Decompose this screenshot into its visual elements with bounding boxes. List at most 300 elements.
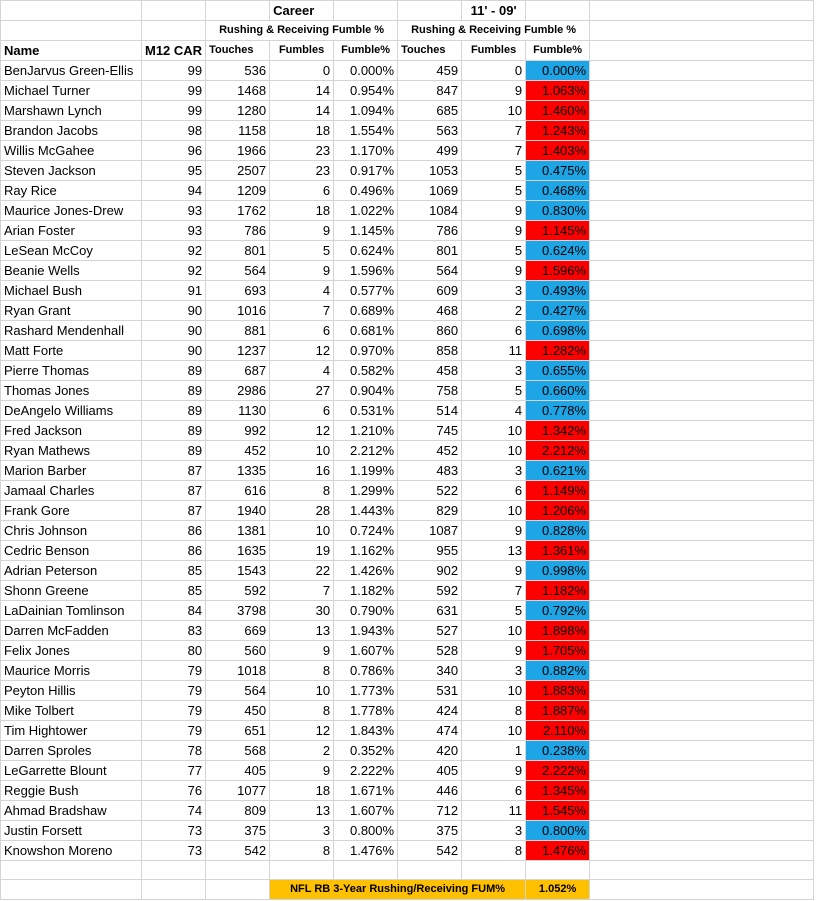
career-fumble-pct[interactable]: 0.917% [334,161,398,181]
career-fumbles[interactable]: 12 [270,421,334,441]
m12-car[interactable]: 73 [142,821,206,841]
m12-car[interactable]: 89 [142,381,206,401]
season-fumble-pct[interactable]: 1.345% [526,781,590,801]
season-label[interactable]: 11' - 09' [462,1,526,21]
season-fumbles[interactable]: 6 [462,321,526,341]
season-fumble-pct[interactable]: 0.493% [526,281,590,301]
career-touches[interactable]: 542 [206,841,270,861]
career-touches[interactable]: 1130 [206,401,270,421]
season-fumbles[interactable]: 9 [462,201,526,221]
season-fumbles[interactable]: 8 [462,841,526,861]
player-name[interactable]: Matt Forte [1,341,142,361]
season-fumble-pct[interactable]: 1.898% [526,621,590,641]
cell[interactable] [1,21,142,41]
m12-car[interactable]: 86 [142,541,206,561]
season-fumble-pct[interactable]: 1.182% [526,581,590,601]
season-touches[interactable]: 528 [398,641,462,661]
season-touches[interactable]: 514 [398,401,462,421]
m12-car[interactable]: 96 [142,141,206,161]
m12-car[interactable]: 77 [142,761,206,781]
career-touches[interactable]: 1335 [206,461,270,481]
season-touches[interactable]: 609 [398,281,462,301]
career-fumbles[interactable]: 13 [270,801,334,821]
career-touches[interactable]: 1381 [206,521,270,541]
career-fumble-pct[interactable]: 1.094% [334,101,398,121]
m12-car[interactable]: 98 [142,121,206,141]
col-header-m12[interactable]: M12 CAR [142,41,206,61]
career-fumbles[interactable]: 4 [270,361,334,381]
career-touches[interactable]: 1966 [206,141,270,161]
career-fumbles[interactable]: 27 [270,381,334,401]
season-touches[interactable]: 745 [398,421,462,441]
career-fumble-pct[interactable]: 0.954% [334,81,398,101]
cell[interactable] [398,861,462,880]
season-touches[interactable]: 563 [398,121,462,141]
player-name[interactable]: Frank Gore [1,501,142,521]
m12-car[interactable]: 79 [142,681,206,701]
career-fumbles[interactable]: 5 [270,241,334,261]
career-fumble-pct[interactable]: 1.476% [334,841,398,861]
career-touches[interactable]: 1209 [206,181,270,201]
career-fumbles[interactable]: 10 [270,441,334,461]
m12-car[interactable]: 93 [142,221,206,241]
career-fumble-pct[interactable]: 2.222% [334,761,398,781]
player-name[interactable]: Willis McGahee [1,141,142,161]
player-name[interactable]: Brandon Jacobs [1,121,142,141]
cell[interactable] [398,1,462,21]
player-name[interactable]: Knowshon Moreno [1,841,142,861]
season-fumble-pct[interactable]: 0.800% [526,821,590,841]
career-touches[interactable]: 560 [206,641,270,661]
season-fumble-pct[interactable]: 0.655% [526,361,590,381]
season-fumbles[interactable]: 3 [462,361,526,381]
season-fumbles[interactable]: 9 [462,561,526,581]
career-touches[interactable]: 1940 [206,501,270,521]
career-touches[interactable]: 1543 [206,561,270,581]
season-fumble-pct[interactable]: 0.621% [526,461,590,481]
m12-car[interactable]: 99 [142,81,206,101]
career-fumble-pct[interactable]: 0.790% [334,601,398,621]
career-fumble-pct[interactable]: 0.624% [334,241,398,261]
season-fumble-pct[interactable]: 0.792% [526,601,590,621]
career-fumble-pct[interactable]: 1.607% [334,801,398,821]
season-touches[interactable]: 522 [398,481,462,501]
season-touches[interactable]: 829 [398,501,462,521]
career-fumble-pct[interactable]: 0.496% [334,181,398,201]
career-touches[interactable]: 452 [206,441,270,461]
season-touches[interactable]: 458 [398,361,462,381]
season-fumble-pct[interactable]: 1.545% [526,801,590,821]
career-fumble-pct[interactable]: 0.800% [334,821,398,841]
career-fumble-pct[interactable]: 0.724% [334,521,398,541]
season-group-label[interactable]: Rushing & Receiving Fumble % [398,21,590,41]
player-name[interactable]: Fred Jackson [1,421,142,441]
career-touches[interactable]: 592 [206,581,270,601]
career-fumbles[interactable]: 6 [270,321,334,341]
m12-car[interactable]: 83 [142,621,206,641]
season-fumble-pct[interactable]: 0.475% [526,161,590,181]
career-fumble-pct[interactable]: 2.212% [334,441,398,461]
career-fumbles[interactable]: 10 [270,521,334,541]
career-touches[interactable]: 1018 [206,661,270,681]
career-fumbles[interactable]: 19 [270,541,334,561]
season-touches[interactable]: 499 [398,141,462,161]
career-touches[interactable]: 786 [206,221,270,241]
career-touches[interactable]: 881 [206,321,270,341]
career-fumble-pct[interactable]: 1.943% [334,621,398,641]
player-name[interactable]: Michael Turner [1,81,142,101]
career-fumbles[interactable]: 8 [270,701,334,721]
player-name[interactable]: Jamaal Charles [1,481,142,501]
season-fumbles[interactable]: 5 [462,601,526,621]
col-header-season-touches[interactable]: Touches [398,41,462,61]
season-touches[interactable]: 527 [398,621,462,641]
col-header-career-fumble-pct[interactable]: Fumble% [334,41,398,61]
career-touches[interactable]: 536 [206,61,270,81]
career-touches[interactable]: 1635 [206,541,270,561]
season-fumbles[interactable]: 10 [462,681,526,701]
player-name[interactable]: Marshawn Lynch [1,101,142,121]
career-fumble-pct[interactable]: 1.778% [334,701,398,721]
season-touches[interactable]: 1053 [398,161,462,181]
career-fumbles[interactable]: 9 [270,261,334,281]
season-fumble-pct[interactable]: 1.403% [526,141,590,161]
player-name[interactable]: Ahmad Bradshaw [1,801,142,821]
career-fumble-pct[interactable]: 0.689% [334,301,398,321]
season-fumbles[interactable]: 9 [462,221,526,241]
player-name[interactable]: BenJarvus Green-Ellis [1,61,142,81]
m12-car[interactable]: 99 [142,101,206,121]
career-fumbles[interactable]: 16 [270,461,334,481]
career-fumble-pct[interactable]: 1.170% [334,141,398,161]
season-touches[interactable]: 1087 [398,521,462,541]
career-fumble-pct[interactable]: 1.299% [334,481,398,501]
season-fumbles[interactable]: 3 [462,661,526,681]
season-touches[interactable]: 758 [398,381,462,401]
player-name[interactable]: LeSean McCoy [1,241,142,261]
season-touches[interactable]: 375 [398,821,462,841]
m12-car[interactable]: 90 [142,301,206,321]
season-touches[interactable]: 801 [398,241,462,261]
career-fumbles[interactable]: 9 [270,761,334,781]
season-fumbles[interactable]: 9 [462,521,526,541]
career-fumble-pct[interactable]: 1.596% [334,261,398,281]
season-fumble-pct[interactable]: 0.468% [526,181,590,201]
career-fumble-pct[interactable]: 1.022% [334,201,398,221]
cell[interactable] [206,880,270,900]
season-fumbles[interactable]: 0 [462,61,526,81]
career-touches[interactable]: 450 [206,701,270,721]
season-fumbles[interactable]: 5 [462,381,526,401]
career-fumble-pct[interactable]: 1.162% [334,541,398,561]
career-fumble-pct[interactable]: 0.786% [334,661,398,681]
m12-car[interactable]: 84 [142,601,206,621]
player-name[interactable]: Tim Hightower [1,721,142,741]
player-name[interactable]: Ryan Mathews [1,441,142,461]
cell[interactable] [1,1,142,21]
season-fumbles[interactable]: 3 [462,821,526,841]
season-fumble-pct[interactable]: 0.830% [526,201,590,221]
summary-label[interactable]: NFL RB 3-Year Rushing/Receiving FUM% [270,880,526,900]
season-touches[interactable]: 786 [398,221,462,241]
cell[interactable] [142,880,206,900]
m12-car[interactable]: 99 [142,61,206,81]
season-fumble-pct[interactable]: 1.460% [526,101,590,121]
career-fumble-pct[interactable]: 1.773% [334,681,398,701]
season-touches[interactable]: 1069 [398,181,462,201]
player-name[interactable]: LeGarrette Blount [1,761,142,781]
career-touches[interactable]: 375 [206,821,270,841]
m12-car[interactable]: 87 [142,501,206,521]
career-fumble-pct[interactable]: 0.352% [334,741,398,761]
career-touches[interactable]: 1280 [206,101,270,121]
career-fumbles[interactable]: 14 [270,81,334,101]
player-name[interactable]: Justin Forsett [1,821,142,841]
career-touches[interactable]: 1468 [206,81,270,101]
season-touches[interactable]: 592 [398,581,462,601]
season-fumbles[interactable]: 1 [462,741,526,761]
player-name[interactable]: Marion Barber [1,461,142,481]
season-touches[interactable]: 424 [398,701,462,721]
career-fumbles[interactable]: 13 [270,621,334,641]
career-fumble-pct[interactable]: 1.182% [334,581,398,601]
player-name[interactable]: Peyton Hillis [1,681,142,701]
season-fumble-pct[interactable]: 0.624% [526,241,590,261]
season-fumble-pct[interactable]: 0.778% [526,401,590,421]
season-fumbles[interactable]: 9 [462,261,526,281]
season-fumble-pct[interactable]: 0.828% [526,521,590,541]
career-fumbles[interactable]: 18 [270,781,334,801]
player-name[interactable]: Ray Rice [1,181,142,201]
season-fumble-pct[interactable]: 0.660% [526,381,590,401]
m12-car[interactable]: 79 [142,701,206,721]
season-touches[interactable]: 483 [398,461,462,481]
career-fumble-pct[interactable]: 0.582% [334,361,398,381]
m12-car[interactable]: 90 [142,321,206,341]
season-touches[interactable]: 712 [398,801,462,821]
season-fumble-pct[interactable]: 0.882% [526,661,590,681]
career-fumble-pct[interactable]: 1.607% [334,641,398,661]
season-fumbles[interactable]: 5 [462,161,526,181]
season-fumbles[interactable]: 11 [462,801,526,821]
m12-car[interactable]: 73 [142,841,206,861]
career-fumbles[interactable]: 12 [270,721,334,741]
career-fumble-pct[interactable]: 0.577% [334,281,398,301]
col-header-season-fumble-pct[interactable]: Fumble% [526,41,590,61]
m12-car[interactable]: 74 [142,801,206,821]
career-fumbles[interactable]: 4 [270,281,334,301]
career-fumble-pct[interactable]: 1.199% [334,461,398,481]
season-fumble-pct[interactable]: 1.361% [526,541,590,561]
career-touches[interactable]: 616 [206,481,270,501]
m12-car[interactable]: 93 [142,201,206,221]
m12-car[interactable]: 79 [142,661,206,681]
career-touches[interactable]: 1016 [206,301,270,321]
career-fumbles[interactable]: 0 [270,61,334,81]
col-header-career-touches[interactable]: Touches [206,41,270,61]
career-touches[interactable]: 564 [206,261,270,281]
cell[interactable] [526,1,590,21]
career-fumbles[interactable]: 6 [270,401,334,421]
career-fumble-pct[interactable]: 1.443% [334,501,398,521]
career-fumble-pct[interactable]: 0.904% [334,381,398,401]
season-fumble-pct[interactable]: 1.883% [526,681,590,701]
career-touches[interactable]: 693 [206,281,270,301]
cell[interactable] [270,861,334,880]
season-fumble-pct[interactable]: 1.705% [526,641,590,661]
season-fumbles[interactable]: 2 [462,301,526,321]
player-name[interactable]: Cedric Benson [1,541,142,561]
m12-car[interactable]: 90 [142,341,206,361]
season-fumble-pct[interactable]: 0.698% [526,321,590,341]
cell[interactable] [334,861,398,880]
season-fumbles[interactable]: 7 [462,121,526,141]
player-name[interactable]: Beanie Wells [1,261,142,281]
season-fumbles[interactable]: 4 [462,401,526,421]
season-touches[interactable]: 468 [398,301,462,321]
career-fumbles[interactable]: 18 [270,201,334,221]
cell[interactable] [462,861,526,880]
m12-car[interactable]: 89 [142,401,206,421]
season-fumbles[interactable]: 7 [462,581,526,601]
season-touches[interactable]: 858 [398,341,462,361]
season-fumble-pct[interactable]: 0.238% [526,741,590,761]
season-fumbles[interactable]: 9 [462,761,526,781]
career-touches[interactable]: 2507 [206,161,270,181]
season-touches[interactable]: 955 [398,541,462,561]
season-fumble-pct[interactable]: 0.998% [526,561,590,581]
season-fumble-pct[interactable]: 0.427% [526,301,590,321]
career-fumble-pct[interactable]: 1.554% [334,121,398,141]
season-touches[interactable]: 860 [398,321,462,341]
player-name[interactable]: Ryan Grant [1,301,142,321]
player-name[interactable]: Rashard Mendenhall [1,321,142,341]
season-fumble-pct[interactable]: 1.149% [526,481,590,501]
season-touches[interactable]: 405 [398,761,462,781]
career-fumbles[interactable]: 8 [270,661,334,681]
season-fumbles[interactable]: 10 [462,441,526,461]
career-fumbles[interactable]: 8 [270,841,334,861]
player-name[interactable]: Felix Jones [1,641,142,661]
season-fumble-pct[interactable]: 1.145% [526,221,590,241]
season-touches[interactable]: 1084 [398,201,462,221]
career-fumbles[interactable]: 6 [270,181,334,201]
career-group-label[interactable]: Rushing & Receiving Fumble % [206,21,398,41]
career-touches[interactable]: 651 [206,721,270,741]
cell[interactable] [142,861,206,880]
season-touches[interactable]: 459 [398,61,462,81]
season-fumbles[interactable]: 3 [462,281,526,301]
m12-car[interactable]: 94 [142,181,206,201]
career-fumble-pct[interactable]: 1.671% [334,781,398,801]
career-fumbles[interactable]: 10 [270,681,334,701]
season-fumble-pct[interactable]: 1.476% [526,841,590,861]
cell[interactable] [1,861,142,880]
career-fumbles[interactable]: 22 [270,561,334,581]
m12-car[interactable]: 85 [142,561,206,581]
season-touches[interactable]: 474 [398,721,462,741]
career-touches[interactable]: 687 [206,361,270,381]
player-name[interactable]: Arian Foster [1,221,142,241]
player-name[interactable]: Pierre Thomas [1,361,142,381]
season-touches[interactable]: 902 [398,561,462,581]
career-fumbles[interactable]: 23 [270,161,334,181]
career-fumble-pct[interactable]: 1.145% [334,221,398,241]
col-header-career-fumbles[interactable]: Fumbles [270,41,334,61]
m12-car[interactable]: 79 [142,721,206,741]
season-touches[interactable]: 452 [398,441,462,461]
season-fumbles[interactable]: 10 [462,101,526,121]
season-fumbles[interactable]: 9 [462,81,526,101]
career-fumble-pct[interactable]: 1.426% [334,561,398,581]
season-fumbles[interactable]: 9 [462,641,526,661]
cell[interactable] [142,21,206,41]
cell[interactable] [526,861,590,880]
m12-car[interactable]: 95 [142,161,206,181]
career-touches[interactable]: 3798 [206,601,270,621]
season-fumbles[interactable]: 6 [462,781,526,801]
m12-car[interactable]: 86 [142,521,206,541]
season-fumbles[interactable]: 10 [462,421,526,441]
season-fumbles[interactable]: 10 [462,501,526,521]
career-fumbles[interactable]: 18 [270,121,334,141]
col-header-name[interactable]: Name [1,41,142,61]
season-touches[interactable]: 847 [398,81,462,101]
career-label[interactable]: Career [270,1,334,21]
career-fumbles[interactable]: 14 [270,101,334,121]
m12-car[interactable]: 85 [142,581,206,601]
player-name[interactable]: Shonn Greene [1,581,142,601]
player-name[interactable]: Mike Tolbert [1,701,142,721]
season-fumble-pct[interactable]: 0.000% [526,61,590,81]
season-fumble-pct[interactable]: 1.887% [526,701,590,721]
career-fumbles[interactable]: 9 [270,221,334,241]
season-touches[interactable]: 564 [398,261,462,281]
col-header-season-fumbles[interactable]: Fumbles [462,41,526,61]
season-touches[interactable]: 531 [398,681,462,701]
season-fumble-pct[interactable]: 1.342% [526,421,590,441]
m12-car[interactable]: 92 [142,241,206,261]
m12-car[interactable]: 89 [142,441,206,461]
cell[interactable] [206,1,270,21]
season-fumbles[interactable]: 5 [462,241,526,261]
cell[interactable] [1,880,142,900]
career-fumbles[interactable]: 28 [270,501,334,521]
season-touches[interactable]: 446 [398,781,462,801]
season-fumbles[interactable]: 11 [462,341,526,361]
career-fumbles[interactable]: 30 [270,601,334,621]
career-fumbles[interactable]: 9 [270,641,334,661]
career-touches[interactable]: 564 [206,681,270,701]
season-touches[interactable]: 685 [398,101,462,121]
career-fumble-pct[interactable]: 0.970% [334,341,398,361]
m12-car[interactable]: 89 [142,421,206,441]
career-fumbles[interactable]: 7 [270,301,334,321]
career-touches[interactable]: 1158 [206,121,270,141]
season-fumble-pct[interactable]: 2.110% [526,721,590,741]
career-fumbles[interactable]: 8 [270,481,334,501]
player-name[interactable]: Reggie Bush [1,781,142,801]
career-fumble-pct[interactable]: 0.681% [334,321,398,341]
season-fumbles[interactable]: 10 [462,621,526,641]
player-name[interactable]: Maurice Morris [1,661,142,681]
player-name[interactable]: Chris Johnson [1,521,142,541]
m12-car[interactable]: 91 [142,281,206,301]
m12-car[interactable]: 87 [142,461,206,481]
career-touches[interactable]: 809 [206,801,270,821]
m12-car[interactable]: 87 [142,481,206,501]
career-fumbles[interactable]: 2 [270,741,334,761]
